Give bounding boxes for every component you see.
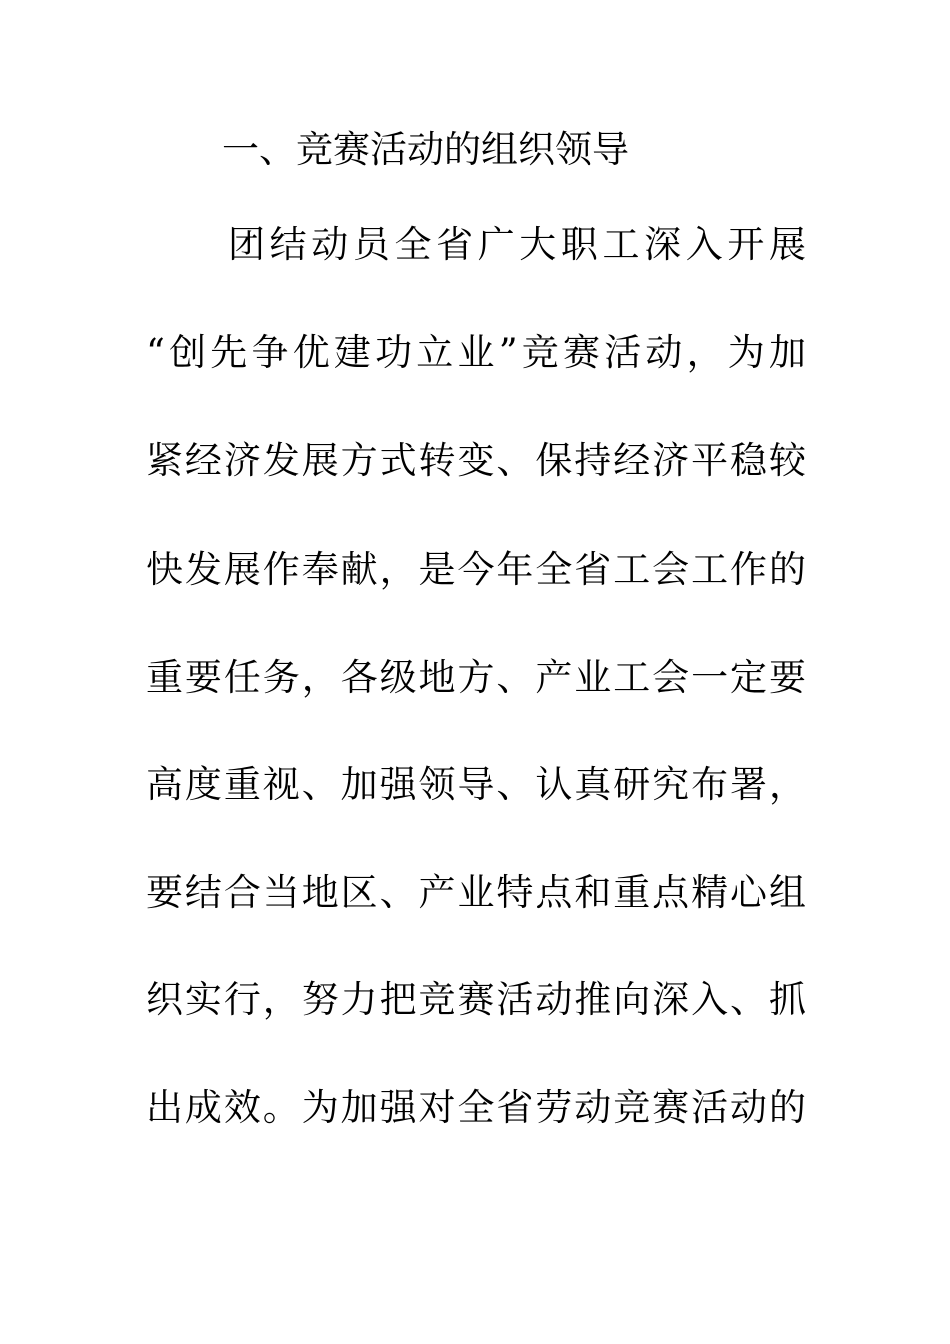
section-heading: 一、竞赛活动的组织领导 bbox=[222, 128, 629, 171]
paragraph-line: 要结合当地区、产业特点和重点精心组 bbox=[146, 871, 806, 914]
paragraph-line: 快发展作奉献，是今年全省工会工作的 bbox=[146, 548, 806, 591]
paragraph-line: 出成效。为加强对全省劳动竞赛活动的 bbox=[146, 1086, 806, 1129]
paragraph-line: 重要任务，各级地方、产业工会一定要 bbox=[146, 656, 806, 699]
paragraph-line: 高度重视、加强领导、认真研究布署， bbox=[146, 763, 806, 806]
paragraph-line: 织实行，努力把竞赛活动推向深入、抓 bbox=[146, 978, 806, 1021]
paragraph-line: 紧经济发展方式转变、保持经济平稳较 bbox=[146, 439, 806, 482]
paragraph-line: 团结动员全省广大职工深入开展 bbox=[228, 223, 806, 266]
paragraph-line: “创先争优建功立业”竞赛活动，为加 bbox=[146, 331, 806, 374]
